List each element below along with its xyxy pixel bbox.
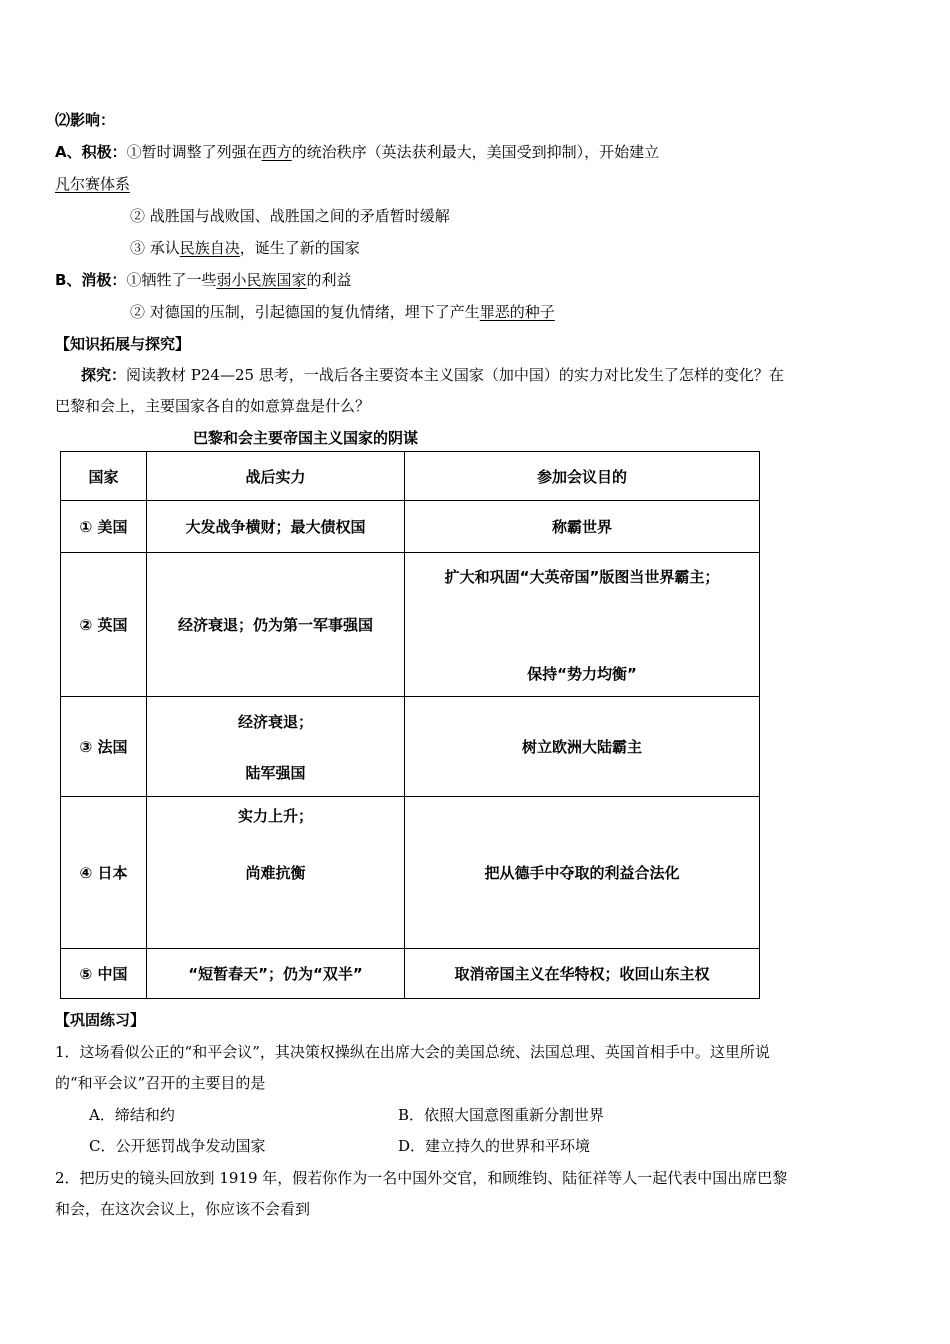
underlined-term: 民族自决 — [179, 239, 240, 257]
cell-goal-line: 保持“势力均衡” — [527, 664, 637, 683]
cell-goal — [405, 553, 760, 697]
option-a: A．缔结和约 — [89, 1106, 175, 1124]
table-row — [61, 797, 760, 949]
underlined-term: 凡尔赛体系 — [55, 175, 131, 193]
negative-text: 的利益 — [306, 271, 352, 289]
header-country: 国家 — [61, 452, 147, 501]
positive-label: A、积极： — [55, 143, 127, 161]
practice-heading: 【巩固练习】 — [55, 1011, 146, 1029]
cell-power-line: 尚难抗衡 — [245, 864, 306, 882]
table-row — [61, 697, 760, 797]
table-row — [61, 553, 760, 697]
positive-text: ，诞生了新的国家 — [239, 239, 360, 257]
positive-text: 的统治秩序（英法获利最大，美国受到抑制），开始建立 — [291, 143, 660, 161]
impact-heading: ⑵影响： — [55, 111, 116, 129]
cell-goal-line: 扩大和巩固“大英帝国”版图当世界霸主； — [444, 567, 720, 586]
option-d: D．建立持久的世界和平环境 — [398, 1137, 591, 1155]
explore-heading: 【知识拓展与探究】 — [55, 335, 191, 353]
cell-power: 经济衰退；仍为第一军事强国 — [147, 553, 405, 697]
cell-goal: 树立欧洲大陆霸主 — [405, 697, 760, 797]
question-1-line-1: 1．这场看似公正的“和平会议”，其决策权操纵在出席大会的美国总统、法国总理、英国首相手中。这里所说 — [55, 1043, 770, 1061]
table-row — [61, 501, 760, 553]
table-caption: 巴黎和会主要帝国主义国家的阴谋 — [193, 429, 419, 447]
table-header-row — [61, 452, 760, 501]
positive-text: ③ 承认 — [130, 239, 180, 257]
header-power: 战后实力 — [147, 452, 405, 501]
explore-line-1 — [81, 364, 784, 386]
table-row — [61, 949, 760, 999]
cell-power — [147, 797, 405, 949]
question-1-line-2: 的“和平会议”召开的主要目的是 — [55, 1074, 266, 1092]
negative-label: B、消极： — [55, 271, 127, 289]
negative-text: ② 对德国的压制，引起德国的复仇情绪，埋下了产生 — [130, 303, 480, 321]
question-2-line-1: 2．把历史的镜头回放到 1919 年，假若你作为一名中国外交官，和顾维钧、陆征祥等人一起代表中国出席巴黎 — [55, 1169, 788, 1187]
negative-text: ①牺牲了一些 — [126, 271, 217, 289]
positive-text: ①暂时调整了列强在 — [126, 143, 262, 161]
negative-line-2 — [130, 301, 555, 323]
explore-line-2: 巴黎和会上，主要国家各自的如意算盘是什么？ — [55, 397, 371, 415]
cell-goal: 称霸世界 — [405, 501, 760, 553]
option-c: C．公开惩罚战争发动国家 — [89, 1137, 266, 1155]
powers-table — [60, 451, 760, 999]
positive-line-3: ② 战胜国与战败国、战胜国之间的矛盾暂时缓解 — [130, 207, 450, 225]
question-2-line-2: 和会，在这次会议上，你应该不会看到 — [55, 1200, 311, 1218]
negative-line-1 — [55, 269, 351, 291]
underlined-term: 罪恶的种子 — [479, 303, 555, 321]
cell-power-line: 实力上升； — [237, 807, 313, 825]
positive-line-4 — [130, 237, 360, 259]
explore-label: 探究： — [81, 366, 127, 384]
underlined-term: 弱小民族国家 — [216, 271, 307, 289]
cell-country: ① 美国 — [61, 501, 147, 553]
cell-country: ④ 日本 — [61, 797, 147, 949]
cell-country: ② 英国 — [61, 553, 147, 697]
cell-power-line: 经济衰退； — [237, 712, 313, 731]
cell-power: “短暂春天”；仍为“双半” — [147, 949, 405, 999]
underlined-term: 西方 — [261, 143, 292, 161]
option-b: B．依照大国意图重新分割世界 — [398, 1106, 605, 1124]
explore-text: 阅读教材 P24—25 思考，一战后各主要资本主义国家（加中国）的实力对比发生了怎样的变化？在 — [126, 366, 784, 384]
positive-line-1 — [55, 141, 659, 163]
cell-power: 大发战争横财；最大债权国 — [147, 501, 405, 553]
cell-power-line: 陆军强国 — [245, 763, 306, 782]
cell-goal: 把从德手中夺取的利益合法化 — [405, 797, 760, 949]
cell-goal: 取消帝国主义在华特权；收回山东主权 — [405, 949, 760, 999]
cell-country: ⑤ 中国 — [61, 949, 147, 999]
header-goal: 参加会议目的 — [405, 452, 760, 501]
cell-power — [147, 697, 405, 797]
cell-country: ③ 法国 — [61, 697, 147, 797]
